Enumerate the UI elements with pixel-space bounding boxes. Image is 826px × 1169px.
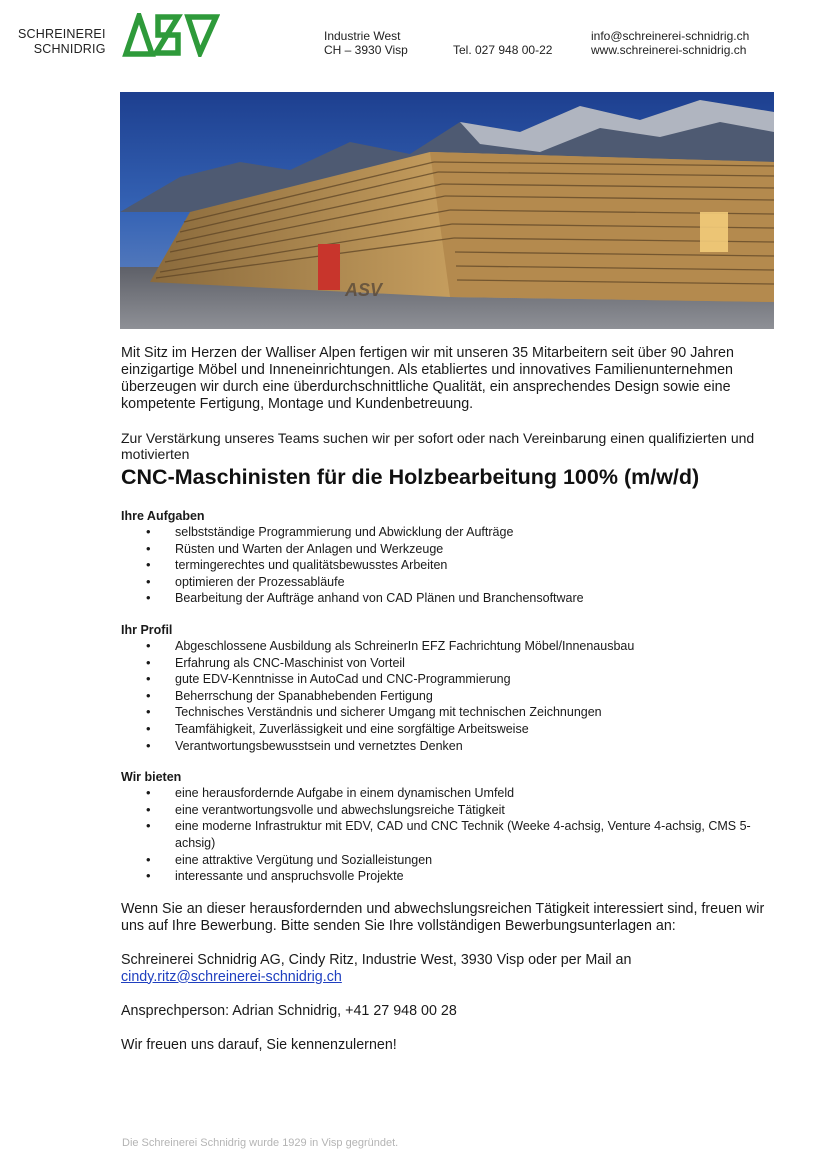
list-item: • Bearbeitung der Aufträge anhand von CAD Plänen und Branchensoftware [121, 590, 776, 607]
list-item: • Erfahrung als CNC-Maschinist von Vorteil [121, 655, 776, 672]
svg-text:ASV: ASV [345, 280, 383, 300]
list-item: • Beherrschung der Spanabhebenden Fertigung [121, 688, 776, 705]
list-item: • eine attraktive Vergütung und Sozialleistungen [121, 852, 776, 869]
apply-text: Schreinerei Schnidrig AG, Cindy Ritz, Industrie West, 3930 Visp oder per Mail an [121, 951, 632, 968]
job-posting [121, 345, 776, 1054]
section-tasks [121, 509, 776, 607]
contact-info [591, 29, 749, 57]
farewell-text: Wir freuen uns darauf, Sie kennenzulernen! [121, 1036, 397, 1053]
apply-email-link[interactable]: cindy.ritz@schreinerei-schnidrig.ch [121, 968, 342, 985]
company-name-line2: SCHNIDRIG [33, 42, 106, 56]
section-heading: Ihr Profil [121, 622, 173, 637]
profile-list [121, 638, 776, 754]
list-item: • Technisches Verständnis und sicherer Umgang mit technischen Zeichnungen [121, 704, 776, 721]
address-line2: CH – 3930 Visp [324, 43, 408, 57]
section-heading: Wir bieten [121, 770, 182, 785]
list-item: • Rüsten und Warten der Anlagen und Werkzeuge [121, 541, 776, 558]
list-item: • Abgeschlossene Ausbildung als SchreinerIn EFZ Fachrichtung Möbel/Innenausbau [121, 638, 776, 655]
list-item: • Teamfähigkeit, Zuverlässigkeit und eine sorgfältige Arbeitsweise [121, 721, 776, 738]
list-item: • selbstständige Programmierung und Abwicklung der Aufträge [121, 524, 776, 541]
section-offer [121, 770, 776, 885]
task-list [121, 524, 776, 607]
asv-logo [122, 13, 220, 62]
contact-person: Ansprechperson: Adrian Schnidrig, +41 27 948 00 28 [121, 1002, 457, 1019]
header-email: info@schreinerei-schnidrig.ch [591, 29, 750, 43]
list-item: • Verantwortungsbewusstsein und vernetztes Denken [121, 738, 776, 755]
phone-number: Tel. 027 948 00-22 [453, 43, 553, 57]
list-item: • gute EDV-Kenntnisse in AutoCad und CNC-Programmierung [121, 671, 776, 688]
list-item: • eine moderne Infrastruktur mit EDV, CAD und CNC Technik (Weeke 4-achsig, Venture 4-achsig, CMS 5-achsig) [121, 818, 776, 851]
header-website: www.schreinerei-schnidrig.ch [591, 43, 747, 57]
list-item: • eine herausfordernde Aufgabe in einem dynamischen Umfeld [121, 785, 776, 802]
section-heading: Ihre Aufgaben [121, 509, 205, 523]
closing-text: Wenn Sie an dieser herausfordernden und abwechslungsreichen Tätigkeit interessiert sind, freuen wir uns auf Ihre Bewerbung. Bitte senden Sie Ihre vollständigen Bewerbungsunterlagen an: [121, 900, 765, 934]
letterhead [0, 0, 826, 70]
company-intro: Mit Sitz im Herzen der Walliser Alpen fertigen wir mit unseren 35 Mitarbeitern seit über 90 Jahren einzigartige Möbel und Inneneinrichtungen. Als etabliertes und innovatives Familienunternehmen überzeugen wir durch eine überdurchschnittliche Qualität, ein ansprechendes Design sowie eine kompetente Fertigung, Montage und Kundenbetreuung. [121, 345, 734, 412]
lead-text: Zur Verstärkung unseres Teams suchen wir per sofort oder nach Vereinbarung einen qualifizierten und motivierten [121, 430, 755, 462]
list-item: • termingerechtes und qualitätsbewusstes Arbeiten [121, 557, 776, 574]
offer-list [121, 785, 776, 885]
job-title: CNC-Maschinisten für die Holzbearbeitung 100% (m/w/d) [121, 465, 700, 489]
building-photo [120, 92, 774, 329]
company-name [18, 27, 106, 57]
list-item: • eine verantwortungsvolle und abwechslungsreiche Tätigkeit [121, 802, 776, 819]
list-item: • interessante und anspruchsvolle Projekte [121, 868, 776, 885]
section-profile [121, 623, 776, 754]
list-item: • optimieren der Prozessabläufe [121, 574, 776, 591]
company-name-line1: SCHREINEREI [18, 27, 106, 41]
footer-note: Die Schreinerei Schnidrig wurde 1929 in Visp gegründet. [122, 1137, 399, 1149]
postal-address [324, 29, 408, 57]
application-address [121, 952, 776, 986]
address-line1: Industrie West [324, 29, 401, 43]
